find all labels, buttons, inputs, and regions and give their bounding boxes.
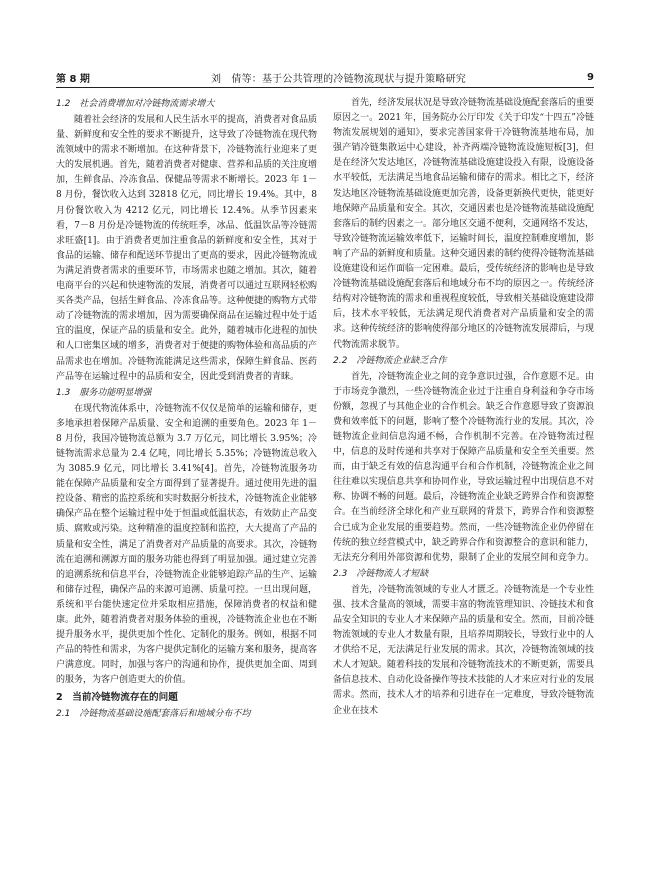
section-heading-1-3: 1.3 服务功能明显增强 bbox=[56, 387, 152, 398]
paragraph-2-1: 首先，经济发展状况是导致冷链物流基础设施配套落后的重要原因之一。2021 年，国务院办公厅印发《关于印发“十四五”冷链物流发展规划的通知》，要求完善国家骨干冷链物流基地布局，加强产销冷链集散运中心建设，补齐两端冷链物流设施短板[3]，但是在经济欠发达地区，冷链物流基础设施建设投入有限，设施设备水平较低，无法满足当地食品运输和储存的需求。相比之下，经济发达地区冷链物流基础设施更加完善，设备更新换代更快，能更好地保障产品质量和安全。其次，交通因素也是冷链物流基础设施配套落后的制约因素之一。部分地区交通不便利，交通网络不发达，导致冷链物流运输效率低下，运输时间长，温度控制难度增加，影响了产品的新鲜度和质量。这种交通因素的制约使得冷链物流基础设施建设和运作面临一定困难。最后，受传统经济的影响也是导致冷链物流基础设施配套落后和地域分布不均的原因之一。传统经济结构对冷链物流的需求和重视程度较低，导致相关基础设施建设滞后，技术水平较低，无法满足现代消费者对产品质量和安全的需求。这种传统经济的影响使得部分地区的冷链物流发展滞后，与现代物流需求脱节。 bbox=[333, 98, 594, 350]
issue-label: 第 8 期 bbox=[56, 73, 90, 85]
running-title: 刘 倩等：基于公共管理的冷链物流现状与提升策略研究 bbox=[210, 73, 466, 85]
section-heading-1-2: 1.2 社会消费增加对冷链物流需求增大 bbox=[56, 99, 215, 109]
page-number: 9 bbox=[587, 71, 594, 83]
right-column bbox=[333, 96, 594, 874]
section-heading-2: 2 当前冷链物流存在的问题 bbox=[56, 692, 178, 704]
section-heading-2-3: 2.3 冷链物流人才短缺 bbox=[333, 568, 429, 579]
running-header bbox=[56, 70, 594, 88]
body-columns bbox=[56, 96, 594, 874]
section-heading-2-1: 2.1 冷链物流基础设施配套落后和地域分布不均 bbox=[56, 709, 251, 720]
paragraph-2-2: 首先，冷链物流企业之间的竞争意识过强，合作意愿不足。由于市场竞争激烈，一些冷链物流企业过于注重自身利益和争夺市场份额，忽视了与其他企业的合作机会。缺乏合作意愿导致了资源浪费和效率低下的问题，影响了整个冷链物流行业的发展。其次，冷链物流企业间信息沟通不畅，合作机制不完善。在冷链物流过程中，信息的及时传递和共享对于保障产品质量和安全至关重要。然而，由于缺乏有效的信息沟通平台和合作机制，冷链物流企业之间往往难以实现信息共享和协同作业，导致运输过程中出现信息不对称、协调不畅的问题。最后，冷链物流企业缺乏跨界合作和资源整合。在当前经济全球化和产业互联网的背景下，跨界合作和资源整合已成为企业发展的重要趋势。然而，一些冷链物流企业仍停留在传统的独立经营模式中，缺乏跨界合作和资源整合的意识和能力，无法充分利用外部资源和优势，限制了企业的发展空间和竞争力。 bbox=[333, 371, 594, 563]
left-column bbox=[56, 96, 317, 874]
paragraph-1-3: 在现代物流体系中，冷链物流不仅仅是简单的运输和储存，更多地承担着保障产品质量、安全和追溯的重要角色。2023 年 1－8 月份，我国冷链物流总额为 3.7 万亿元，同比增长 3.95%；冷链物流需求总量为 2.4 亿吨，同比增长 5.35%；冷链物流总收入为 3085.9 亿元，同比增长 3.41%[4]。首先，冷链物流服务功能在保障产品质量和安全方面得到了显著提升。通过使用先进的温控设备、精密的监控系统和实时数据分析技术，冷链物流企业能够确保产品在整个运输过程中处于恒温或低温状态，有效防止产品变质、腐败或污染。这种精准的温度控制和监控，大大提高了产品的质量和安全性，满足了消费者对产品质量的高要求。其次，冷链物流在追溯和溯源方面的服务功能也得到了明显加强。通过建立完善的追溯系统和信息平台，冷链物流企业能够追踪产品的生产、运输和储存过程，确保产品的来源可追溯、质量可控。一旦出现问题，系统和平台能快速定位并采取相应措施，保障消费者的权益和健康。此外，随着消费者对服务体验的重视，冷链物流企业也在不断提升服务水平，提供更加个性化、定制化的服务。例如，根据不同产品的特性和需求，为客户提供定制化的运输方案和服务，提高客户满意度。同时，加强与客户的沟通和协作，提供更加全面、周到的服务，为客户创造更大的价值。 bbox=[56, 403, 317, 686]
paragraph-1-2: 随着社会经济的发展和人民生活水平的提高，消费者对食品质量、新鲜度和安全性的要求不断提升，这导致了冷链物流在现代物流领域中的需求不断增加。在这种背景下，冷链物流行业迎来了更大的发展机遇。首先，随着消费者对健康、营养和品质的关注度增加，生鲜食品、冷冻食品、保健品等需求不断增长。2023 年 1－8 月份，餐饮收入达到 32818 亿元，同比增长 19.4%。其中，8 月份餐饮收入为 4212 亿元，同比增长 12.4%。从季节因素来看，7－8 月份是冷链物流的传统旺季，冰品、低温饮品等冷链需求旺盛[1]。由于消费者更加注重食品的新鲜度和安全性，其对于食品的运输、储存和配送环节提出了更高的要求，因此冷链物流成为满足消费者需求的重要环节，市场需求也随之增加。其次，随着电商平台的兴起和快速物流的发展，消费者可以通过互联网轻松购买各类产品，包括生鲜食品、冷冻食品等。这种便捷的购物方式带动了冷链物流的需求增加，因为需要确保商品在运输过程中处于适宜的温度，保证产品的质量和安全。此外，随着城市化进程的加快和人口密集区域的增多，消费者对于便捷的购物体验和高品质的产品需求也在增加。冷链物流能满足这些需求，保障生鲜食品、医药产品等在运输过程中的品质和安全，因此受到消费者的青睐。 bbox=[56, 115, 317, 382]
section-heading-2-2: 2.2 冷链物流企业缺乏合作 bbox=[333, 355, 447, 366]
paragraph-2-3: 首先，冷链物流领域的专业人才匮乏。冷链物流是一个专业性强、技术含量高的领域，需要丰富的物流管理知识、冷链技术和食品安全知识的专业人才来保障产品的质量和安全。然而，目前冷链物流领域的专业人才数量有限，且培养周期较长，导致行业中的人才供给不足，无法满足行业发展的需求。其次，冷链物流领域的技术人才短缺。随着科技的发展和冷链物流技术的不断更新，需要具备信息技术、自动化设备操作等技术技能的人才来应对行业的发展需求。然而，技术人才的培养和引进存在一定难度，导致冷链物流企业在技术 bbox=[333, 584, 594, 716]
